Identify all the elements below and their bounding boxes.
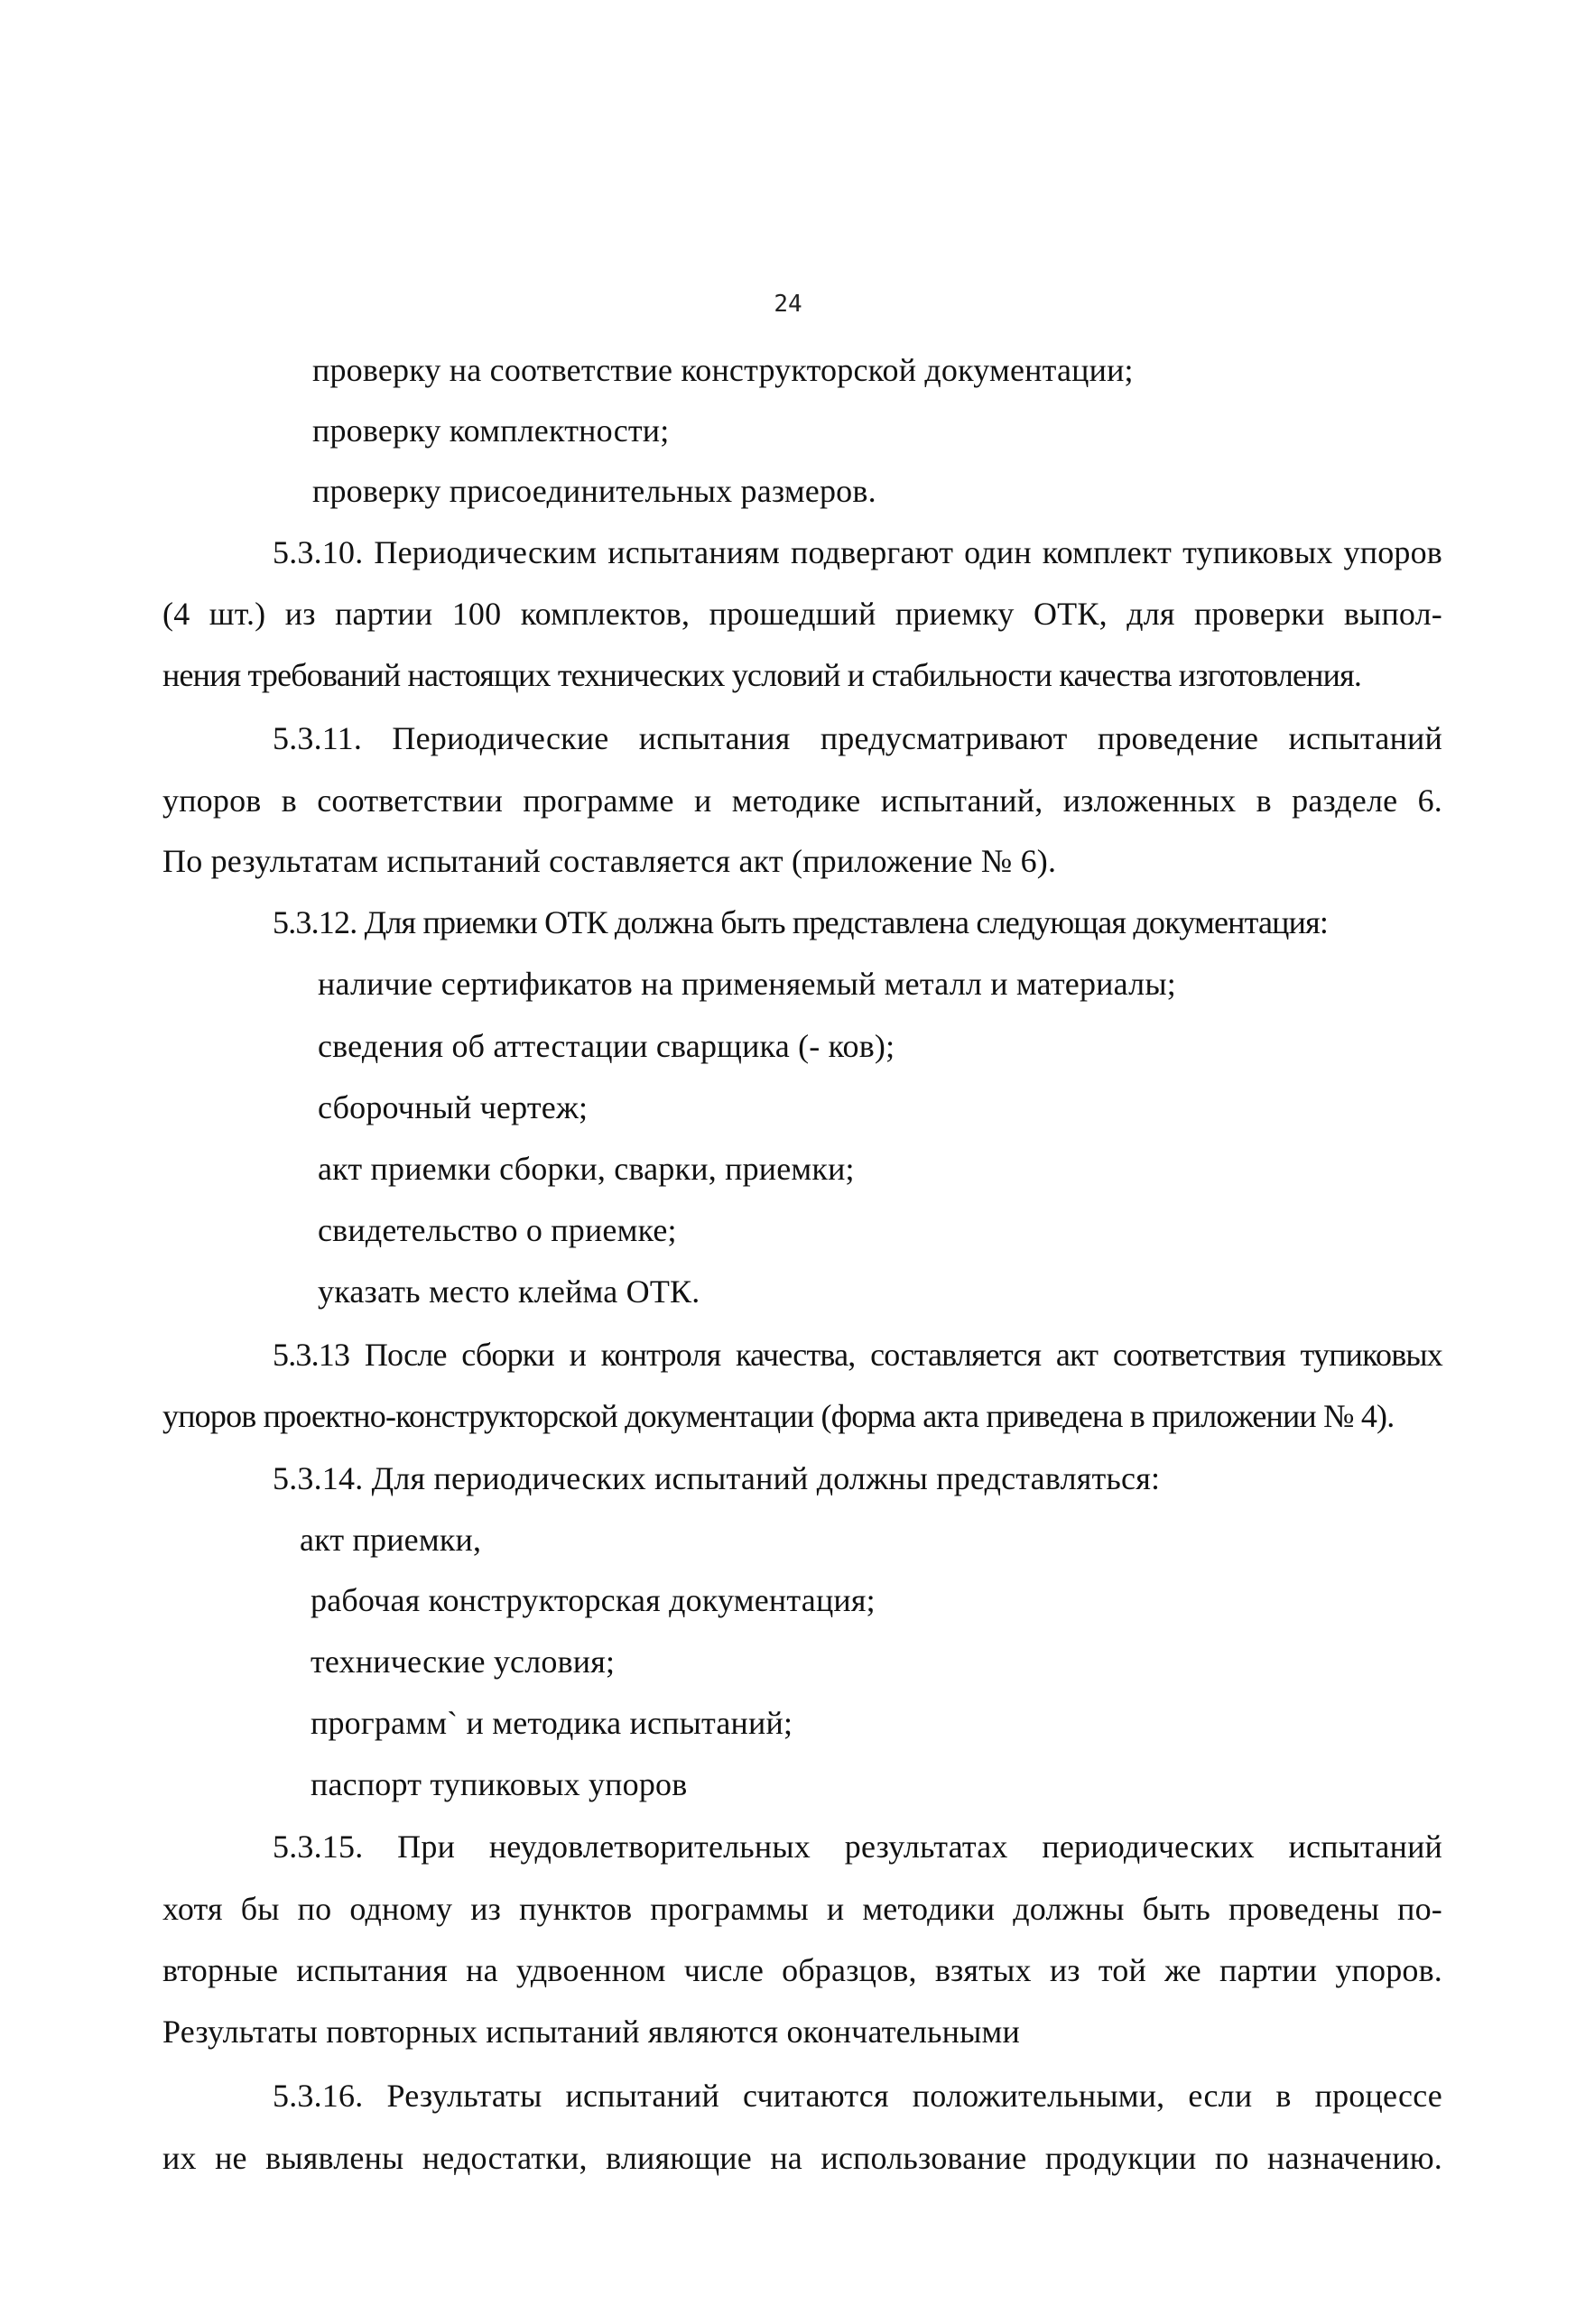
paragraph-line: упоров в соответствии программе и методике испытаний, изложенных в разделе 6.: [162, 782, 1442, 819]
paragraph-line: упоров проектно-конструкторской документации (форма акта приведена в приложении № 4).: [162, 1398, 1395, 1434]
list-item: акт приемки,: [300, 1522, 482, 1558]
paragraph-line: хотя бы по одному из пунктов программы и методики должны быть проведены по-: [162, 1891, 1442, 1927]
list-item: рабочая конструкторская документация;: [311, 1582, 876, 1618]
paragraph-line: Результаты повторных испытаний являются окончательными: [162, 2014, 1020, 2050]
list-item: акт приемки сборки, сварки, приемки;: [318, 1151, 855, 1187]
list-item: программ` и методика испытаний;: [311, 1705, 793, 1741]
paragraph-line: 5.3.14. Для периодических испытаний должны представляться:: [273, 1460, 1161, 1496]
list-item: проверку комплектности;: [312, 412, 670, 449]
list-item: технические условия;: [311, 1643, 616, 1680]
list-item: наличие сертификатов на применяемый металл и материалы;: [318, 966, 1176, 1002]
paragraph-line: 5.3.12. Для приемки ОТК должна быть представлена следующая документация:: [273, 904, 1329, 940]
paragraph-line: вторные испытания на удвоенном числе образцов, взятых из той же партии упоров.: [162, 1952, 1442, 1988]
list-item: указать место клейма ОТК.: [318, 1273, 700, 1310]
list-item: проверку на соответствие конструкторской документации;: [312, 352, 1134, 388]
list-item: паспорт тупиковых упоров: [311, 1766, 688, 1802]
paragraph-line: их не выявлены недостатки, влияющие на использование продукции по назначению.: [162, 2140, 1442, 2176]
list-item: сборочный чертеж;: [318, 1089, 589, 1125]
paragraph-line: (4 шт.) из партии 100 комплектов, прошедший приемку ОТК, для проверки выпол-: [162, 596, 1442, 632]
paragraph-line: 5.3.16. Результаты испытаний считаются положительными, если в процессе: [273, 2078, 1442, 2114]
paragraph-line: 5.3.11. Периодические испытания предусматривают проведение испытаний: [273, 720, 1442, 756]
page-number: 24: [774, 291, 802, 318]
paragraph-line: 5.3.13 После сборки и контроля качества, составляется акт соответствия тупиковых: [273, 1337, 1442, 1373]
paragraph-line: По результатам испытаний составляется акт (приложение № 6).: [162, 843, 1057, 879]
paragraph-line: 5.3.10. Периодическим испытаниям подвергают один комплект тупиковых упоров: [273, 534, 1442, 570]
paragraph-line: 5.3.15. При неудовлетворительных результатах периодических испытаний: [273, 1829, 1442, 1865]
paragraph-line: нения требований настоящих технических условий и стабильности качества изготовления.: [162, 657, 1362, 693]
list-item: сведения об аттестации сварщика (- ков);: [318, 1028, 895, 1064]
list-item: проверку присоединительных размеров.: [312, 473, 876, 509]
list-item: свидетельство о приемке;: [318, 1212, 677, 1248]
